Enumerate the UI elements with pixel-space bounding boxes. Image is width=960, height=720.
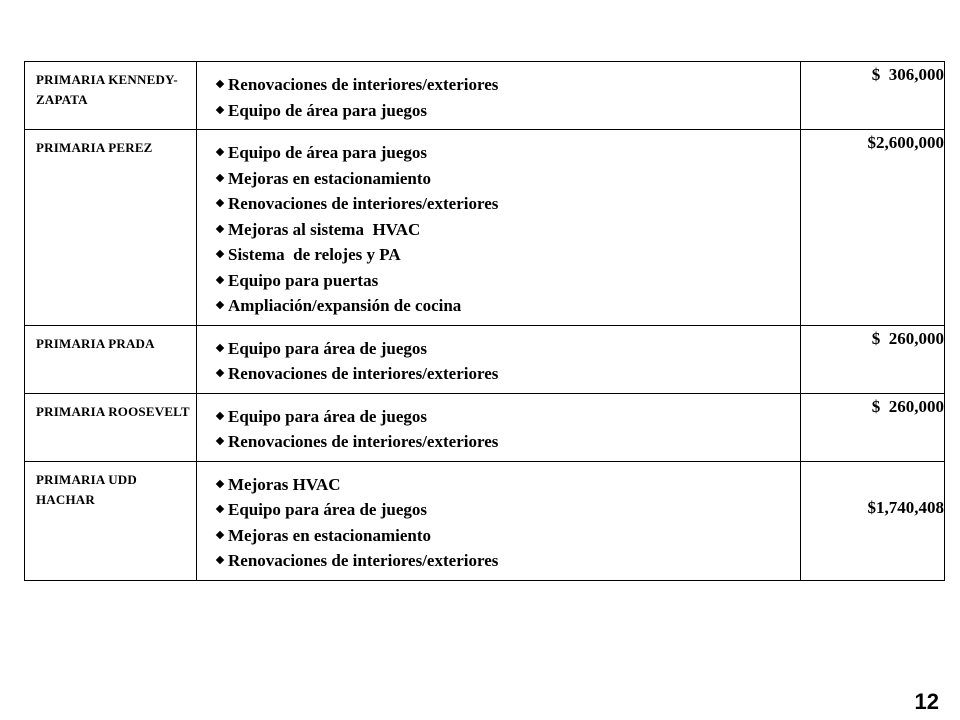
project-items-list [197,394,800,461]
amount-cell [801,461,945,580]
diamond-bullet-icon [216,80,224,88]
diamond-bullet-icon [216,148,224,156]
diamond-bullet-icon [216,556,224,564]
project-items-list [197,326,800,393]
items-cell [197,461,801,580]
list-item: Ampliación/expansión de cocina [216,293,796,319]
diamond-bullet-icon [216,105,224,113]
school-name: PRIMARIA PEREZ [36,140,153,155]
school-name: PRIMARIA UDD HACHAR [36,471,137,507]
list-item: Mejoras HVAC [216,472,796,498]
amount-value: $ 260,000 [871,396,944,416]
school-cell [25,130,197,326]
diamond-bullet-icon [216,173,224,181]
amount-cell [801,62,945,130]
project-items-list [197,62,800,129]
school-cell [25,393,197,461]
diamond-bullet-icon [216,250,224,258]
school-cell [25,461,197,580]
list-item: Equipo para área de juegos [216,404,796,430]
list-item: Renovaciones de interiores/exteriores [216,72,796,98]
diamond-bullet-icon [216,343,224,351]
amount-value: $1,740,408 [867,498,944,517]
amount-value: $2,600,000 [867,133,944,152]
school-name: PRIMARIA ROOSEVELT [36,403,190,419]
list-item: Mejoras en estacionamiento [216,166,796,192]
table-row [25,130,945,326]
list-item: Renovaciones de interiores/exteriores [216,548,796,574]
list-item: Mejoras en estacionamiento [216,523,796,549]
diamond-bullet-icon [216,479,224,487]
diamond-bullet-icon [216,224,224,232]
school-cell [25,325,197,393]
school-name: PRIMARIA PRADA [36,335,155,351]
list-item: Equipo para área de juegos [216,336,796,362]
diamond-bullet-icon [216,530,224,538]
school-cell [25,62,197,130]
diamond-bullet-icon [216,275,224,283]
list-item: Mejoras al sistema HVAC [216,217,796,243]
amount-value: $ 306,000 [871,65,944,84]
list-item: Sistema de relojes y PA [216,242,796,268]
table-row [25,461,945,580]
diamond-bullet-icon [216,369,224,377]
project-items-list [197,462,800,580]
list-item: Renovaciones de interiores/exteriores [216,429,796,455]
items-cell [197,130,801,326]
list-item: Equipo para área de juegos [216,497,796,523]
list-item: Equipo para puertas [216,268,796,294]
school-name: PRIMARIA KENNEDY-ZAPATA [36,72,178,107]
amount-cell [801,325,945,393]
amount-value: $ 260,000 [871,328,944,348]
list-item: Equipo de área para juegos [216,140,796,166]
items-cell [197,325,801,393]
project-items-list [197,130,800,325]
list-item: Renovaciones de interiores/exteriores [216,361,796,387]
amount-cell [801,130,945,326]
table-row [25,325,945,393]
amount-cell [801,393,945,461]
diamond-bullet-icon [216,437,224,445]
table-row [25,393,945,461]
schools-projects-table [24,61,945,581]
list-item: Renovaciones de interiores/exteriores [216,191,796,217]
diamond-bullet-icon [216,199,224,207]
diamond-bullet-icon [216,411,224,419]
page-number: 12 [914,689,939,714]
items-cell [197,393,801,461]
table-row [25,62,945,130]
list-item: Equipo de área para juegos [216,98,796,124]
diamond-bullet-icon [216,505,224,513]
diamond-bullet-icon [216,301,224,309]
items-cell [197,62,801,130]
